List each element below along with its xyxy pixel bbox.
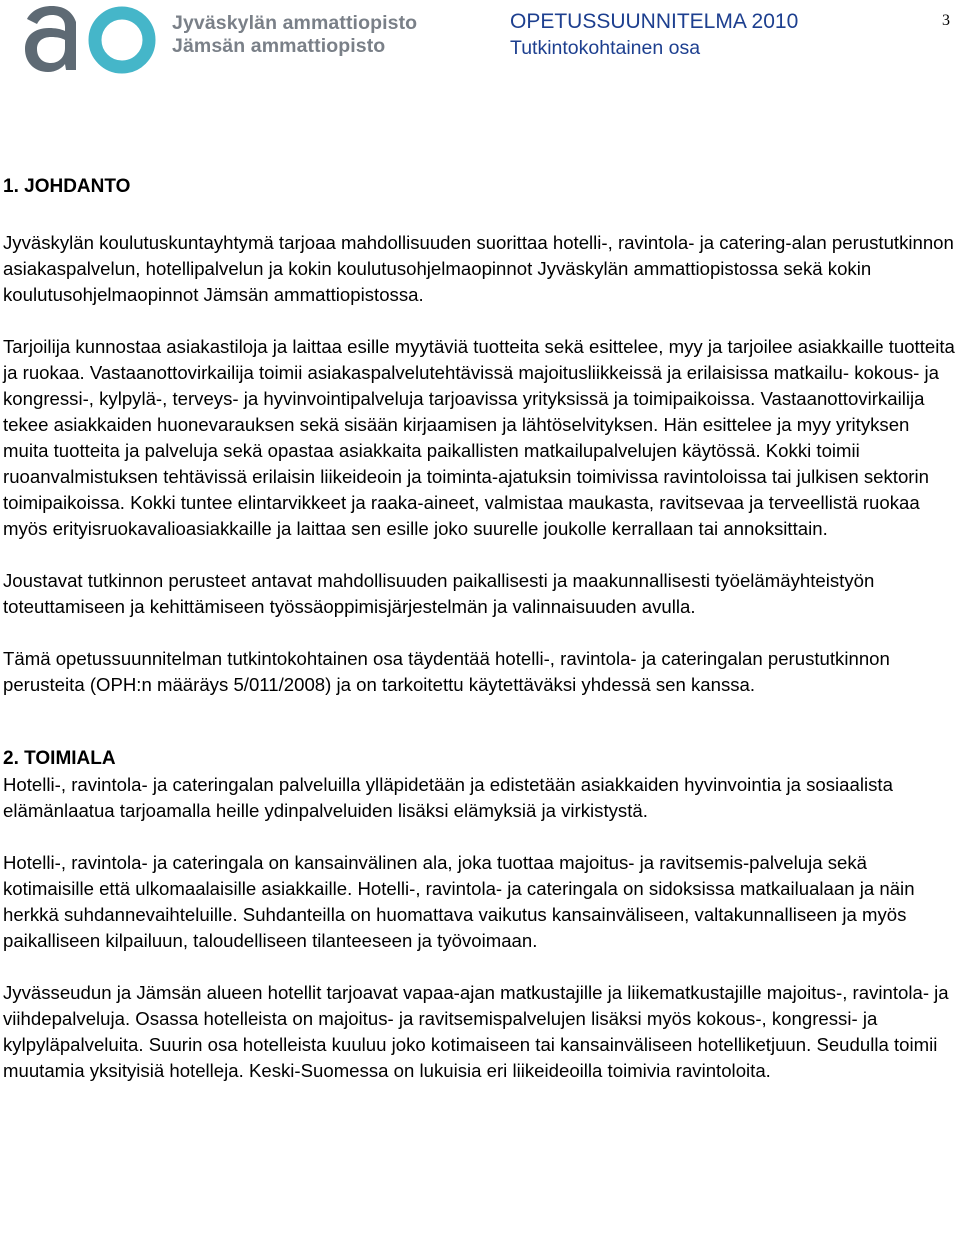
paragraph: Jyväskylän koulutuskuntayhtymä tarjoaa mahdollisuuden suorittaa hotelli-, ravintola- ja catering-alan perustutkinnon asiakaspalvelun, hotellipalvelun ja kokin koulutusohjelmaopinnot Jyväskylän ammattiopistossa sekä kokin koulutusohjelmaopinnot Jämsän ammattiopistossa.	[3, 232, 954, 305]
paragraph: Tarjoilija kunnostaa asiakastiloja ja laittaa esille myytäviä tuotteita sekä esittelee, myy ja tarjoilee asiakkaille tuotteita ja ruokaa. Vastaanottovirkailija toimii asiakaspalvelutehtävissä majoitusliikkeissä ja erilaisissa matkailu- kokous- ja kongressi-, kylpylä-, terveys- ja hyvinvointipalveluja tarjoavissa yrityksissä ja toimipaikoissa. Vastaanottovirkailija tekee asiakkaiden huonevarauksen sekä sisään kirjaamisen ja lähtöselvityksen. Hän esittelee ja myy yrityksen muita tuotteita ja palveluja sekä opastaa asiakkaita paikallisten matkailupalvelujen käytössä. Kokki toimii ruoanvalmistuksen tehtävissä erilaisin liikeideoin ja toiminta-ajatuksin toimivissa ravintoloissa tai julkisen sektorin toimipaikoissa. Kokki tuntee elintarvikkeet ja raaka-aineet, valmistaa maukasta, ravitsevaa ja terveellistä ruokaa myös erityisruokavalioasiakkaille ja laittaa sen esille joko suurelle joukolle kerrallaan tai annoksittain.	[3, 336, 955, 539]
document-title: OPETUSSUUNNITELMA 2010	[510, 10, 799, 33]
paragraph: Hotelli-, ravintola- ja cateringalan palveluilla ylläpidetään ja edistetään asiakkaiden hyvinvointia ja sosiaalista elämänlaatua tarjoamalla heille ydinpalveluiden lisäksi elämyksiä ja virkistystä.	[3, 774, 893, 821]
logo-text	[172, 12, 417, 58]
section-heading-toimiala: 2. TOIMIALA	[3, 748, 116, 769]
paragraph: Tämä opetussuunnitelman tutkintokohtainen osa täydentää hotelli-, ravintola- ja cateringalan perustutkinnon perusteita (OPH:n määräys 5/011/2008) ja on tarkoitettu käytettäväksi yhdessä sen kanssa.	[3, 648, 890, 695]
logo	[22, 2, 422, 78]
paragraph: Joustavat tutkinnon perusteet antavat mahdollisuuden paikallisesti ja maakunnallisesti työelämäyhteistyön toteuttamiseen ja kehittämiseen työssäoppimisjärjestelmän ja valinnaisuuden avulla.	[3, 570, 875, 617]
page-header	[0, 0, 960, 90]
document-subtitle: Tutkintokohtainen osa	[510, 37, 701, 59]
paragraph: Jyvässeudun ja Jämsän alueen hotellit tarjoavat vapaa-ajan matkustajille ja liikematkustajille majoitus-, ravintola- ja viihdepalveluja. Osassa hotelleista on majoitus- ja ravitsemispalvelujen lisäksi myös kokous-, kongressi- ja kylpyläpalveluita. Suurin osa hotelleista kuuluu joko kotimaiseen tai kansainväliseen hotelliketjuun. Seudulla toimii muutamia yksityisiä hotelleja. Keski-Suomessa on lukuisia eri liikeideoilla toimivia ravintoloita.	[3, 982, 949, 1081]
section-heading-johdanto: 1. JOHDANTO	[3, 176, 131, 197]
document-body	[3, 174, 958, 1084]
logo-line-1: Jyväskylän ammattiopisto	[172, 12, 418, 34]
paragraph: Hotelli-, ravintola- ja cateringala on kansainvälinen ala, joka tuottaa majoitus- ja ravitsemis-palveluja sekä kotimaisille että ulkomaalaisille asiakkaille. Hotelli-, ravintola- ja cateringala on sidoksissa matkailualaan ja näin herkkä suhdannevaihteluille. Suhdanteilla on huomattava vaikutus kansainväliseen, valtakunnalliseen ja myös paikalliseen kilpailuun, taloudelliseen tilanteeseen ja työvoimaan.	[3, 852, 915, 951]
page-number: 3	[942, 12, 950, 29]
logo-line-2: Jämsän ammattiopisto	[172, 35, 386, 57]
ao-logo-icon	[22, 2, 162, 76]
